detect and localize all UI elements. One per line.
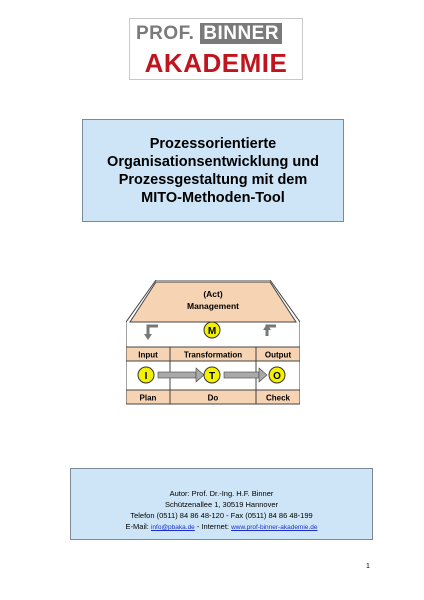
author-phone-fax: Telefon (0511) 84 86 48-120 - Fax (0511) 84 86 48-199 xyxy=(130,511,313,520)
do-label: Do xyxy=(207,393,219,403)
output-label: Output xyxy=(264,350,292,360)
arrow-i-to-t-body xyxy=(158,372,196,378)
roof-act-label: (Act) xyxy=(203,289,223,299)
management-letter: M xyxy=(207,326,217,337)
output-letter: O xyxy=(273,371,281,382)
internet-label: - Internet: xyxy=(196,522,229,531)
input-letter: I xyxy=(144,371,148,382)
author-box xyxy=(70,468,373,540)
transformation-letter: T xyxy=(208,371,216,382)
input-label: Input xyxy=(138,350,158,360)
plan-label: Plan xyxy=(139,393,157,403)
author-address: Schützenallee 1, 30519 Hannover xyxy=(165,500,278,509)
check-label: Check xyxy=(265,393,291,403)
mito-diagram xyxy=(126,280,300,405)
transformation-label: Transformation xyxy=(183,350,243,360)
logo-binner-text: BINNER xyxy=(200,23,282,44)
logo-prof-text: PROF. xyxy=(136,23,195,44)
author-name: Autor: Prof. Dr.-Ing. H.F. Binner xyxy=(169,489,274,498)
logo-top-line xyxy=(136,23,296,47)
title-box xyxy=(82,119,344,222)
document-title: Prozessorientierte Organisationsentwicklung und Prozessgestaltung mit dem MITO-Methoden-Tool xyxy=(107,135,319,206)
page-number: 1 xyxy=(366,563,370,570)
logo-akademie-text: AKADEMIE xyxy=(144,48,288,78)
email-link[interactable]: info@pbaka.de xyxy=(150,524,195,531)
author-contact-line xyxy=(71,521,372,533)
arrow-t-to-o-body xyxy=(224,372,259,378)
akademie-logo xyxy=(129,18,303,80)
website-link[interactable]: www.prof-binner-akademie.de xyxy=(231,524,318,531)
email-label: E-Mail: xyxy=(125,522,149,531)
roof-management-label: Management xyxy=(187,301,239,311)
